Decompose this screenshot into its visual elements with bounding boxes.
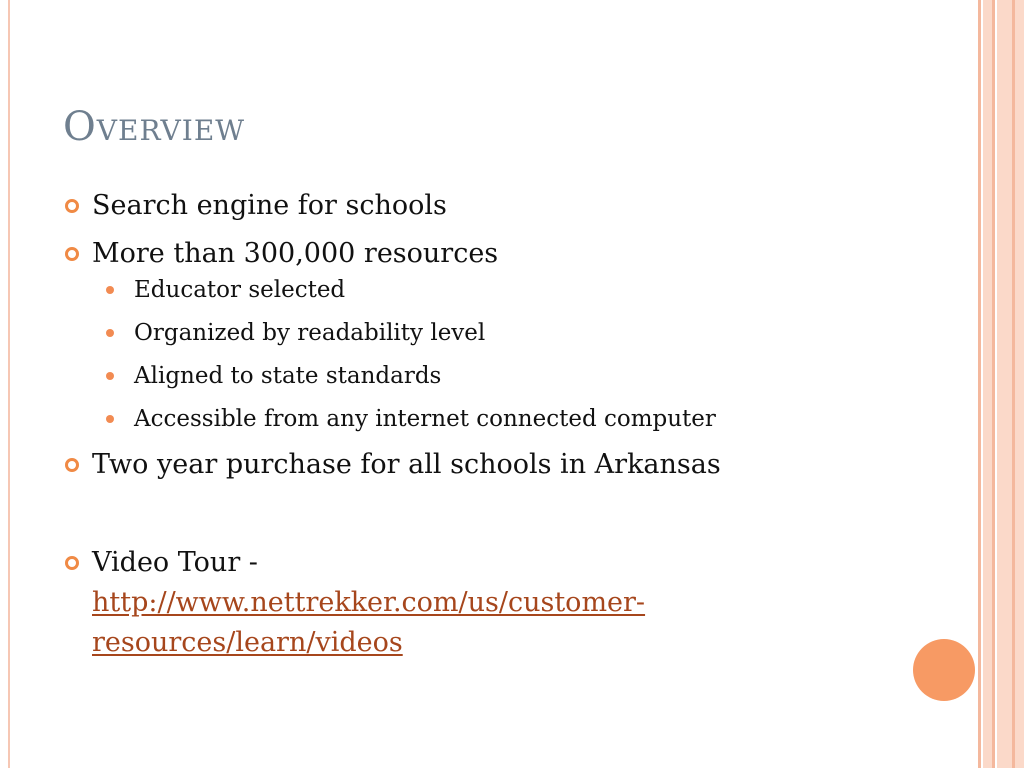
sub-bullet-text: Accessible from any internet connected computer bbox=[134, 406, 716, 432]
right-decorative-band bbox=[1012, 0, 1015, 768]
right-decorative-band bbox=[983, 0, 992, 768]
sub-bullet-text: Aligned to state standards bbox=[134, 363, 442, 389]
bullet-text: Two year purchase for all schools in Arkansas bbox=[92, 449, 721, 480]
sub-bullet-text: Organized by readability level bbox=[134, 320, 486, 346]
slide-title: Overview bbox=[63, 104, 246, 150]
sub-bullet-item bbox=[62, 274, 862, 306]
spacer bbox=[62, 495, 862, 543]
bullet-item bbox=[62, 543, 862, 663]
ring-bullet-icon bbox=[65, 556, 79, 570]
bullet-list bbox=[62, 188, 862, 675]
video-tour-link-continued[interactable]: resources/learn/videos bbox=[92, 627, 403, 658]
sub-bullet-item bbox=[62, 403, 862, 435]
video-tour-link[interactable]: http://www.nettrekker.com/us/customer- bbox=[92, 587, 646, 618]
bullet-text: Search engine for schools bbox=[92, 190, 447, 221]
right-decorative-band bbox=[992, 0, 995, 768]
bullet-item bbox=[62, 188, 862, 224]
decorative-circle bbox=[913, 639, 975, 701]
dot-bullet-icon bbox=[106, 415, 114, 423]
ring-bullet-icon bbox=[65, 247, 79, 261]
bullet-text: Video Tour - bbox=[92, 547, 258, 578]
sub-bullet-list bbox=[62, 274, 862, 435]
left-border-line bbox=[8, 0, 10, 768]
ring-bullet-icon bbox=[65, 458, 79, 472]
dot-bullet-icon bbox=[106, 329, 114, 337]
bullet-item bbox=[62, 447, 862, 483]
right-decorative-band bbox=[997, 0, 1024, 768]
dot-bullet-icon bbox=[106, 372, 114, 380]
ring-bullet-icon bbox=[65, 199, 79, 213]
right-decorative-band bbox=[978, 0, 981, 768]
dot-bullet-icon bbox=[106, 286, 114, 294]
sub-bullet-item bbox=[62, 360, 862, 392]
sub-bullet-text: Educator selected bbox=[134, 277, 346, 303]
bullet-item bbox=[62, 236, 862, 272]
bullet-text: More than 300,000 resources bbox=[92, 238, 499, 269]
sub-bullet-item bbox=[62, 317, 862, 349]
